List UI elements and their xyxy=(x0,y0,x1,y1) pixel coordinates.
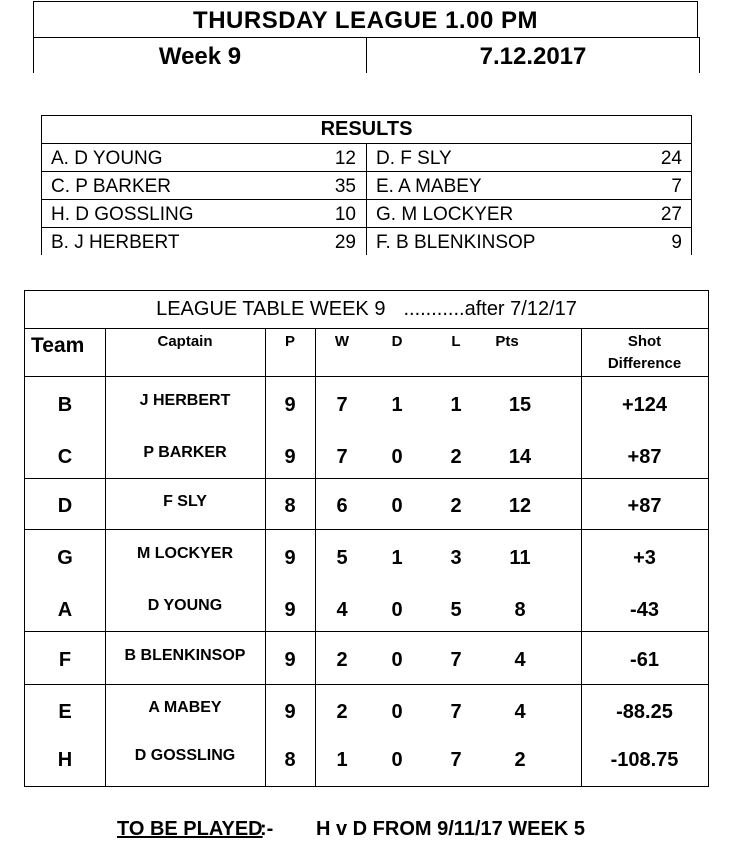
divider xyxy=(25,376,708,377)
cell-pts: 14 xyxy=(508,446,532,468)
result-score: 29 xyxy=(334,232,356,253)
cell-team: E xyxy=(58,701,72,723)
result-row xyxy=(41,172,692,200)
cell-d: 0 xyxy=(391,749,403,771)
cell-shot: -108.75 xyxy=(610,749,679,771)
header-shot: Shot xyxy=(627,333,662,350)
cell-shot: -43 xyxy=(630,599,659,621)
cell-team: C xyxy=(57,446,73,468)
result-name: E. A MABEY xyxy=(376,176,482,197)
result-right xyxy=(366,228,692,256)
date-label: 7.12.2017 xyxy=(479,43,587,70)
divider xyxy=(25,529,708,530)
divider xyxy=(25,631,708,632)
cell-shot: -88.25 xyxy=(616,701,673,723)
cell-team: D xyxy=(57,495,73,517)
cell-w: 7 xyxy=(336,446,348,468)
cell-team: F xyxy=(58,649,72,671)
footer-note xyxy=(0,818,733,848)
cell-p: 8 xyxy=(284,749,296,771)
header-p: P xyxy=(284,333,295,350)
cell-team: H xyxy=(57,749,73,771)
to-be-played-text: H v D FROM 9/11/17 WEEK 5 xyxy=(316,818,585,840)
cell-pts: 2 xyxy=(514,749,526,771)
cell-shot: +87 xyxy=(627,495,662,517)
cell-d: 1 xyxy=(391,394,403,416)
cell-w: 7 xyxy=(336,394,348,416)
cell-d: 0 xyxy=(391,495,403,517)
results-table xyxy=(41,115,692,255)
cell-p: 9 xyxy=(284,599,296,621)
cell-w: 5 xyxy=(336,547,348,569)
divider xyxy=(25,684,708,685)
cell-d: 0 xyxy=(391,599,403,621)
cell-captain: A MABEY xyxy=(148,699,222,716)
cell-shot: +3 xyxy=(633,547,656,569)
result-row xyxy=(41,228,692,256)
header-captain: Captain xyxy=(157,333,213,350)
results-title: RESULTS xyxy=(41,115,692,144)
cell-w: 2 xyxy=(336,701,348,723)
result-row xyxy=(41,144,692,172)
league-table xyxy=(24,290,709,787)
result-name: F. B BLENKINSOP xyxy=(376,232,536,253)
cell-pts: 15 xyxy=(508,394,532,416)
cell-w: 6 xyxy=(336,495,348,517)
result-name: B. J HERBERT xyxy=(51,232,180,253)
cell-captain: D YOUNG xyxy=(147,597,223,614)
cell-l: 7 xyxy=(450,749,462,771)
result-name: C. P BARKER xyxy=(51,176,172,197)
cell-p: 9 xyxy=(284,649,296,671)
result-name: A. D YOUNG xyxy=(51,148,163,169)
cell-team: B xyxy=(57,394,73,416)
cell-captain: P BARKER xyxy=(143,444,227,461)
cell-d: 0 xyxy=(391,649,403,671)
cell-p: 9 xyxy=(284,547,296,569)
header-pts: Pts xyxy=(495,333,519,350)
cell-team: G xyxy=(57,547,73,569)
cell-shot: +124 xyxy=(621,394,668,416)
result-right xyxy=(366,172,692,200)
divider xyxy=(25,478,708,479)
result-score: 9 xyxy=(671,232,682,253)
result-score: 24 xyxy=(660,148,682,169)
cell-l: 2 xyxy=(450,495,462,517)
header-l: L xyxy=(451,333,461,350)
cell-pts: 8 xyxy=(514,599,526,621)
cell-pts: 4 xyxy=(514,649,526,671)
league-table-after: ...........after 7/12/17 xyxy=(403,298,577,320)
result-score: 27 xyxy=(660,204,682,225)
result-left xyxy=(41,172,366,200)
divider xyxy=(699,37,700,73)
week-label: Week 9 xyxy=(158,43,242,70)
cell-p: 8 xyxy=(284,495,296,517)
week-date-row xyxy=(33,37,700,73)
cell-w: 2 xyxy=(336,649,348,671)
result-score: 10 xyxy=(334,204,356,225)
cell-captain: B BLENKINSOP xyxy=(124,647,246,664)
cell-p: 9 xyxy=(284,394,296,416)
result-name: G. M LOCKYER xyxy=(376,204,514,225)
cell-l: 7 xyxy=(450,701,462,723)
result-score: 12 xyxy=(334,148,356,169)
league-table-title xyxy=(25,291,708,329)
cell-team: A xyxy=(57,599,73,621)
result-left xyxy=(41,228,366,256)
header-block xyxy=(33,1,700,73)
cell-d: 0 xyxy=(391,446,403,468)
to-be-played-suffix: :- xyxy=(260,818,274,840)
cell-shot: +87 xyxy=(627,446,662,468)
result-right xyxy=(366,144,692,172)
cell-captain: J HERBERT xyxy=(139,392,231,409)
result-left xyxy=(41,144,366,172)
header-team: Team xyxy=(31,334,85,357)
cell-p: 9 xyxy=(284,446,296,468)
header-difference: Difference xyxy=(607,355,682,372)
cell-l: 2 xyxy=(450,446,462,468)
result-name: H. D GOSSLING xyxy=(51,204,194,225)
cell-captain: M LOCKYER xyxy=(137,545,233,562)
result-right xyxy=(366,200,692,228)
result-left xyxy=(41,200,366,228)
header-w: W xyxy=(334,333,350,350)
cell-l: 3 xyxy=(450,547,462,569)
result-score: 7 xyxy=(671,176,682,197)
header-d: D xyxy=(391,333,403,350)
cell-captain: D GOSSLING xyxy=(134,747,236,764)
cell-pts: 11 xyxy=(509,547,531,569)
cell-captain: F SLY xyxy=(163,493,207,510)
league-table-heading: LEAGUE TABLE WEEK 9 xyxy=(156,298,386,320)
cell-shot: -61 xyxy=(630,649,659,671)
cell-l: 7 xyxy=(450,649,462,671)
cell-d: 1 xyxy=(391,547,403,569)
cell-d: 0 xyxy=(391,701,403,723)
cell-w: 1 xyxy=(336,749,348,771)
page-title: THURSDAY LEAGUE 1.00 PM xyxy=(33,1,698,38)
cell-l: 1 xyxy=(450,394,462,416)
cell-pts: 12 xyxy=(508,495,532,517)
cell-p: 9 xyxy=(284,701,296,723)
result-score: 35 xyxy=(334,176,356,197)
divider xyxy=(315,328,316,787)
result-name: D. F SLY xyxy=(376,148,452,169)
cell-w: 4 xyxy=(336,599,348,621)
result-row xyxy=(41,200,692,228)
cell-l: 5 xyxy=(450,599,462,621)
to-be-played-label: TO BE PLAYED xyxy=(117,818,263,840)
cell-pts: 4 xyxy=(514,701,526,723)
